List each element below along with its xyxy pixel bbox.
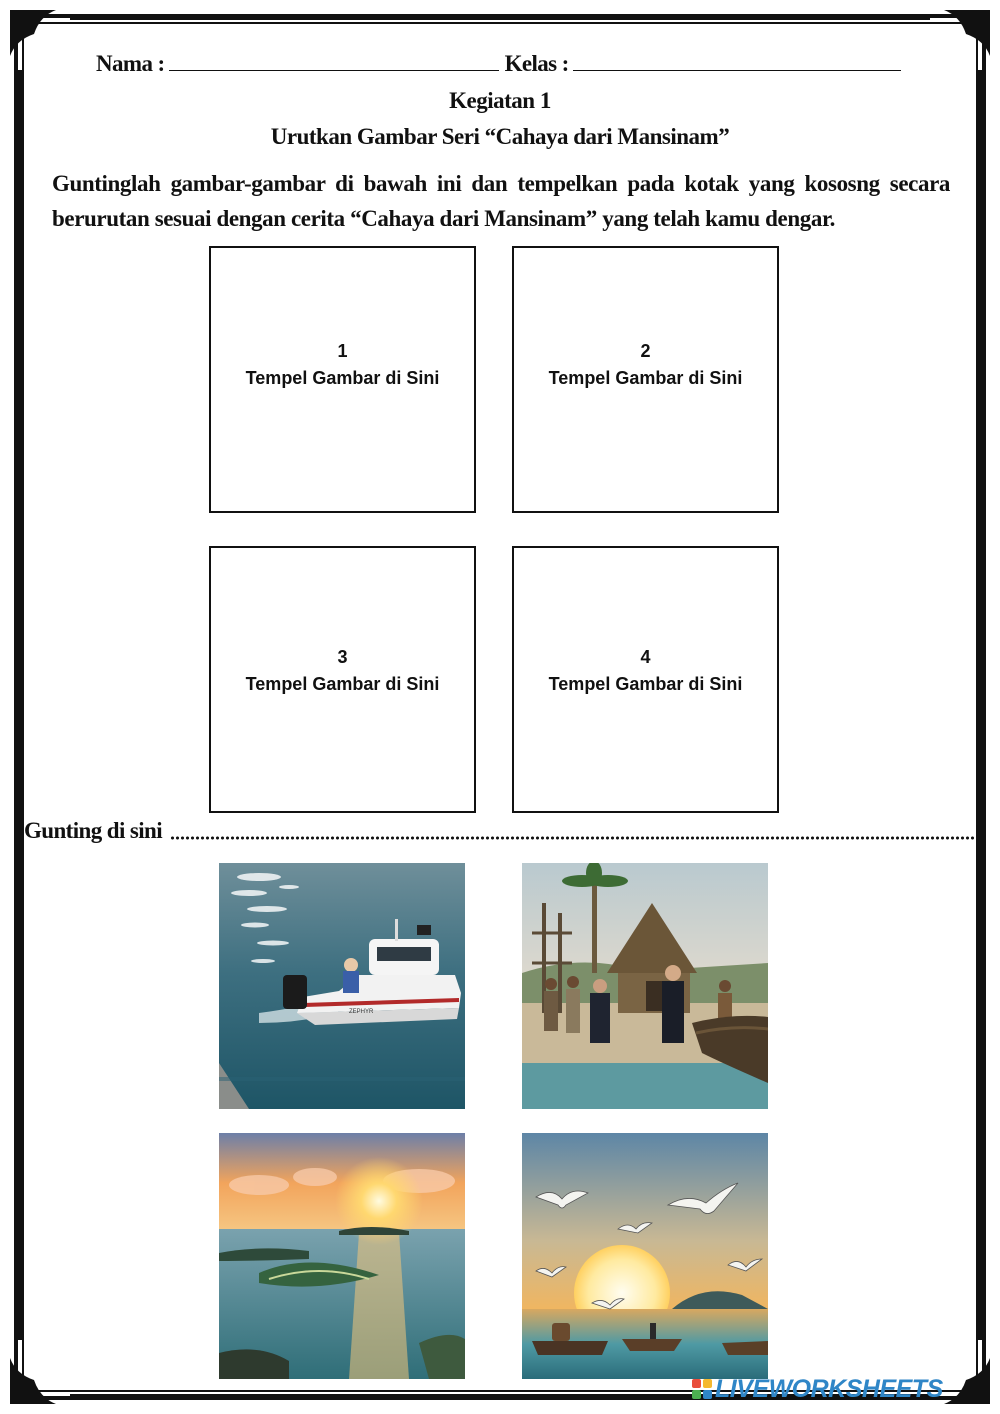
picture-speedboat[interactable] bbox=[219, 863, 465, 1109]
cut-line-dots bbox=[170, 836, 976, 840]
cut-line bbox=[24, 818, 976, 844]
paste-box-label: Tempel Gambar di Sini bbox=[245, 368, 440, 388]
paste-box-label: Tempel Gambar di Sini bbox=[548, 674, 743, 694]
logo-tile bbox=[692, 1379, 701, 1388]
paste-box-2[interactable] bbox=[512, 246, 779, 513]
logo-tile bbox=[692, 1390, 701, 1399]
paste-box-number: 4 bbox=[640, 647, 651, 667]
liveworksheets-logo-icon bbox=[692, 1379, 712, 1399]
picture-village-scene[interactable] bbox=[522, 863, 768, 1109]
picture-sunrise-seagulls[interactable] bbox=[522, 1133, 768, 1379]
activity-title: Kegiatan 1 bbox=[449, 88, 551, 113]
activity-subtitle: Urutkan Gambar Seri “Cahaya dari Mansinam” bbox=[270, 124, 730, 149]
boat-brand-text: ZEPHYR bbox=[349, 1009, 374, 1015]
border-bar-left bbox=[14, 70, 22, 1340]
paste-box-number: 3 bbox=[337, 647, 348, 667]
watermark-text: LIVEWORKSHEETS bbox=[715, 1374, 943, 1403]
nama-input-line[interactable] bbox=[169, 50, 499, 71]
logo-tile bbox=[703, 1390, 712, 1399]
liveworksheets-watermark bbox=[692, 1376, 943, 1402]
picture-sunset-islands[interactable] bbox=[219, 1133, 465, 1379]
border-bar-top bbox=[70, 14, 930, 20]
paste-box-label: Tempel Gambar di Sini bbox=[548, 368, 743, 388]
corner-ornament-bottom-left bbox=[10, 1358, 56, 1404]
paste-box-label: Tempel Gambar di Sini bbox=[245, 674, 440, 694]
border-bar-right bbox=[978, 70, 986, 1340]
paste-box-4[interactable] bbox=[512, 546, 779, 813]
paste-box-number: 1 bbox=[337, 341, 348, 361]
kelas-input-line[interactable] bbox=[573, 50, 901, 71]
student-info-row bbox=[96, 50, 916, 77]
logo-tile bbox=[703, 1379, 712, 1388]
instructions-paragraph: Guntinglah gambar-gambar di bawah ini dan tempelkan pada kotak yang kososng secara berurutan sesuai dengan cerita “Cahaya dari Mansinam” yang telah kamu dengar. bbox=[52, 171, 950, 231]
corner-ornament-bottom-right bbox=[944, 1358, 990, 1404]
corner-ornament-top-right bbox=[944, 10, 990, 56]
corner-ornament-top-left bbox=[10, 10, 56, 56]
nama-label: Nama : bbox=[96, 51, 165, 76]
kelas-label: Kelas : bbox=[504, 51, 569, 76]
paste-box-1[interactable] bbox=[209, 246, 476, 513]
cut-line-label: Gunting di sini bbox=[24, 818, 163, 843]
paste-box-3[interactable] bbox=[209, 546, 476, 813]
paste-box-number: 2 bbox=[640, 341, 651, 361]
